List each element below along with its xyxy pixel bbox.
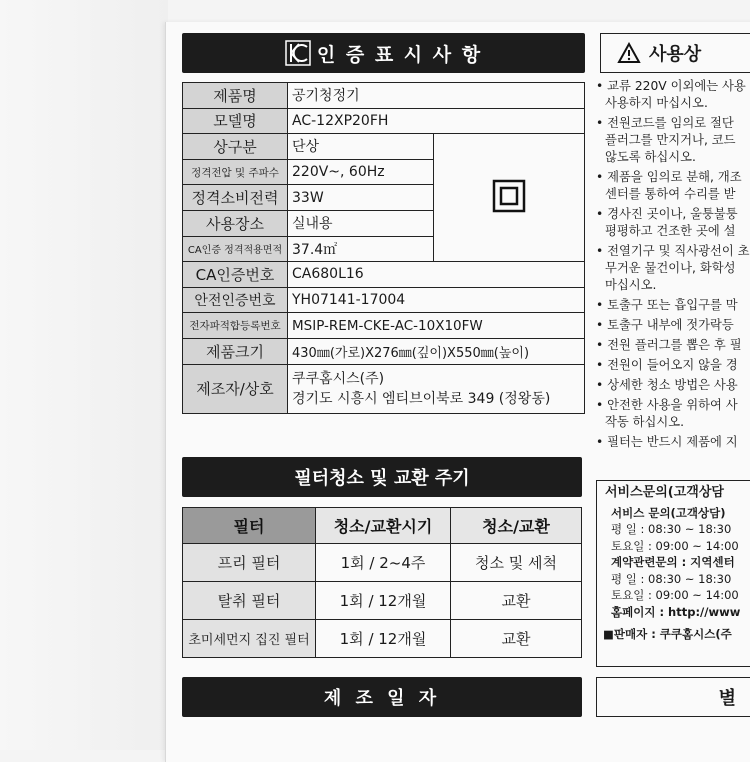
- service-line: 계약관련문의 : 지역센터: [611, 555, 735, 569]
- service-line: 홈페이지 : http://www: [611, 604, 741, 619]
- list-item: • 제품을 임의로 분해, 개조 센터를 통하여 수리를 받: [596, 170, 742, 201]
- value-ca-number: CA680L16: [288, 262, 585, 288]
- double-insulation-mark: [434, 134, 585, 262]
- list-item: • 전열기구 및 직사광선이 초 무거운 물건이나, 화학성 마십시오.: [596, 244, 750, 292]
- filter-col-period: 청소/교환시기: [316, 508, 451, 544]
- filter-action: 청소 및 세척: [451, 544, 582, 582]
- key-emc-number: 전자파적합등록번호: [183, 313, 288, 339]
- service-line: 평 일 : 08:30 ~ 18:30: [611, 571, 732, 586]
- list-item: • 경사진 곳이나, 울퉁불퉁 평평하고 건조한 곳에 설: [596, 207, 738, 238]
- filter-name: 초미세먼지 집진 필터: [183, 620, 316, 658]
- key-model: 모델명: [183, 108, 288, 134]
- service-line: 서비스 문의(고객상담): [611, 505, 726, 520]
- key-product-name: 제품명: [183, 83, 288, 109]
- service-line: 토요일 : 09:00 ~ 14:00: [611, 538, 739, 553]
- key-phase: 상구분: [183, 134, 288, 160]
- manufacturer-name: 쿠쿠홈시스(주): [292, 370, 385, 387]
- filter-action: 교환: [451, 582, 582, 620]
- caution-list: [596, 78, 750, 454]
- list-item: • 필터는 반드시 제품에 지: [596, 435, 738, 449]
- manufacture-date-header: [182, 677, 582, 717]
- filter-period: 1회 / 12개월: [316, 620, 451, 658]
- value-safety-number: YH07141-17004: [288, 287, 585, 313]
- list-item: • 상세한 청소 방법은 사용: [596, 378, 738, 392]
- caution-title: 사용상: [649, 44, 702, 65]
- caution-header: [600, 33, 750, 73]
- service-line: 토요일 : 09:00 ~ 14:00: [611, 588, 739, 602]
- filter-header: [182, 457, 582, 497]
- value-rated-voltage: 220V~, 60Hz: [288, 159, 434, 185]
- filter-col-action: 청소/교환: [451, 508, 582, 544]
- key-ca-area: CA인증 정격적용면적: [183, 236, 288, 262]
- key-ca-number: CA인증번호: [183, 262, 288, 288]
- manufacturer-address: 경기도 시흥시 엠티브이북로 349 (정왕동): [292, 390, 551, 407]
- table-row: [183, 582, 582, 620]
- key-location: 사용장소: [183, 210, 288, 236]
- value-location: 실내용: [288, 210, 434, 236]
- filter-period: 1회 / 2~4주: [316, 544, 451, 582]
- filter-title: 필터청소 및 교환 주기: [294, 468, 470, 489]
- filter-name: 탈취 필터: [183, 582, 316, 620]
- double-square-icon: [492, 179, 526, 213]
- list-item: • 전원코드를 임의로 절단 플러그를 만지거나, 코드 않도록 하십시오.: [596, 116, 736, 164]
- list-item: • 토출구 내부에 젓가락등: [596, 318, 734, 332]
- value-ca-area: 37.4㎡: [288, 236, 434, 262]
- kc-logo: [285, 40, 311, 66]
- seller-line: ■판매자 : 쿠쿠홈시스(주: [603, 627, 732, 641]
- filter-action: 교환: [451, 620, 582, 658]
- value-rated-power: 33W: [288, 185, 434, 211]
- service-line: 평 일 : 08:30 ~ 18:30: [611, 522, 732, 536]
- filter-name: 프리 필터: [183, 544, 316, 582]
- service-title: 서비스문의(고객상담: [605, 485, 724, 500]
- table-row: [183, 544, 582, 582]
- list-item: • 안전한 사용을 위하여 사 작동 하십시오.: [596, 398, 738, 429]
- manufacture-date-title: 제 조 일 자: [323, 688, 441, 709]
- list-item: • 전원이 들어오지 않을 경: [596, 358, 738, 372]
- filter-period: 1회 / 12개월: [316, 582, 451, 620]
- key-rated-voltage: 정격전압 및 주파수: [183, 159, 288, 185]
- list-item: • 교류 220V 이외에는 사용 사용하지 마십시오.: [596, 79, 746, 110]
- value-product-name: 공기청정기: [288, 83, 585, 109]
- service-box: [596, 480, 750, 667]
- list-item: • 토출구 또는 흡입구를 막: [596, 298, 738, 312]
- warning-icon: [617, 42, 641, 64]
- filter-table: [182, 507, 582, 658]
- background: [0, 0, 168, 750]
- table-row: [183, 620, 582, 658]
- filter-col-filter: 필터: [183, 508, 316, 544]
- key-rated-power: 정격소비전력: [183, 185, 288, 211]
- cert-header: [182, 33, 585, 73]
- value-emc-number: MSIP-REM-CKE-AC-10X10FW: [288, 313, 585, 339]
- cert-title: 인 증 표 시 사 항: [316, 43, 483, 66]
- value-phase: 단상: [288, 134, 434, 160]
- key-size: 제품크기: [183, 338, 288, 364]
- value-model: AC-12XP20FH: [288, 108, 585, 134]
- spec-table: [182, 82, 585, 414]
- list-item: • 전원 플러그를 뽑은 후 필: [596, 338, 742, 352]
- bottom-right-text: 별: [718, 688, 736, 709]
- value-size: 430㎜(가로)X276㎜(깊이)X550㎜(높이): [288, 338, 585, 364]
- key-safety-number: 안전인증번호: [183, 287, 288, 313]
- key-manufacturer: 제조자/상호: [183, 364, 288, 413]
- value-manufacturer: [288, 364, 585, 413]
- bottom-right-box: [596, 677, 750, 717]
